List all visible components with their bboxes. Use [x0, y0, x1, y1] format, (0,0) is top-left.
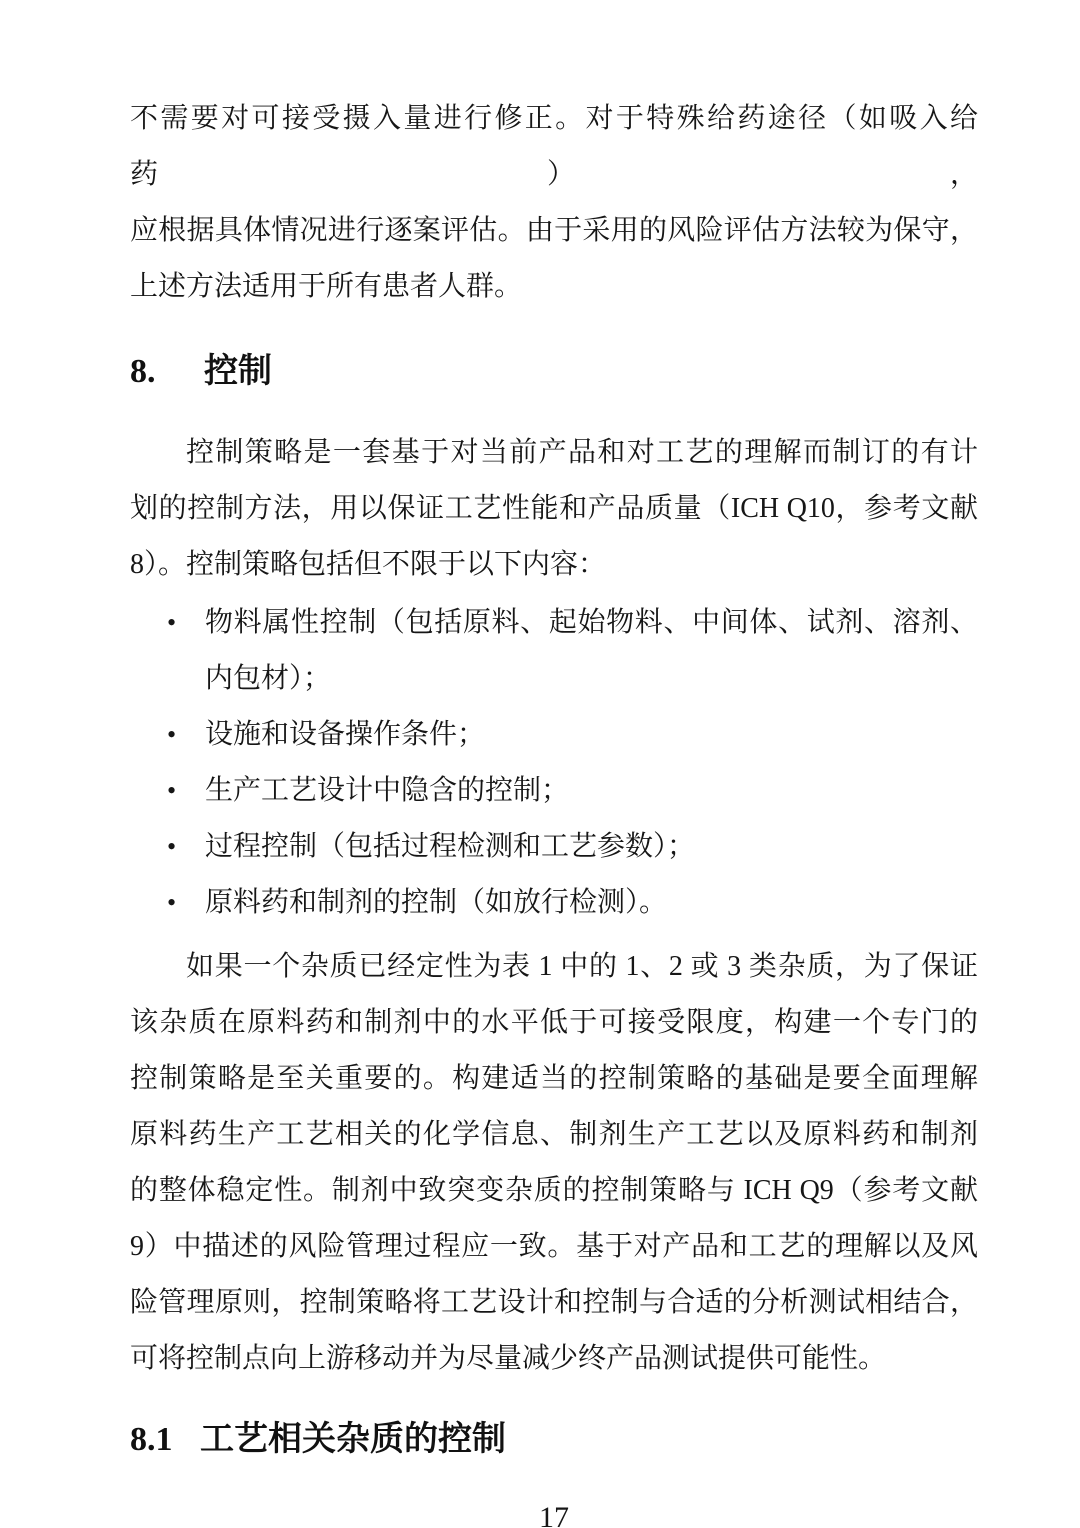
bullet-icon	[167, 707, 176, 763]
paragraph-line: 8）。控制策略包括但不限于以下内容：	[130, 549, 607, 580]
bullet-line: 内包材）；	[205, 663, 332, 694]
page-number: 17	[539, 1501, 569, 1528]
bullet-icon	[167, 763, 176, 819]
paragraph-line: 应根据具体情况进行逐案评估。由于采用的风险评估方法较为保守，	[130, 215, 978, 246]
bullet-line: 物料属性控制（包括原料、起始物料、中间体、试剂、溶剂、	[205, 607, 978, 638]
control-strategy-bullet-list	[130, 595, 978, 931]
page-content	[0, 91, 1080, 1528]
bullet-line: 设施和设备操作条件；	[205, 719, 486, 750]
paragraph-line: 原料药生产工艺相关的化学信息、制剂生产工艺以及原料药和制剂	[130, 1119, 978, 1150]
section-heading-8	[130, 349, 978, 395]
paragraph-line: 险管理原则，控制策略将工艺设计和控制与合适的分析测试相结合，	[130, 1287, 978, 1318]
impurity-control-paragraph	[130, 939, 978, 1387]
bullet-icon	[167, 595, 176, 651]
paragraph-line: 上述方法适用于所有患者人群。	[130, 271, 523, 302]
bullet-line: 过程控制（包括过程检测和工艺参数）；	[205, 831, 696, 862]
bullet-icon	[167, 875, 176, 931]
paragraph-line: 划的控制方法，用以保证工艺性能和产品质量（ICH Q10，参考文献	[130, 493, 978, 524]
paragraph-line: 如果一个杂质已经定性为表 1 中的 1、2 或 3 类杂质，为了保证	[186, 951, 978, 982]
list-item	[130, 707, 978, 763]
paragraph-line: 控制策略是至关重要的。构建适当的控制策略的基础是要全面理解	[130, 1063, 978, 1094]
paragraph-line: 不需要对可接受摄入量进行修正。对于特殊给药途径（如吸入给药），	[130, 103, 978, 190]
section-title: 控制	[204, 353, 272, 390]
section-number: 8.	[130, 353, 156, 390]
bullet-line: 生产工艺设计中隐含的控制；	[205, 775, 570, 806]
paragraph-line: 的整体稳定性。制剂中致突变杂质的控制策略与 ICH Q9（参考文献	[130, 1175, 978, 1206]
list-item	[130, 595, 978, 707]
paragraph-line: 控制策略是一套基于对当前产品和对工艺的理解而制订的有计	[186, 437, 978, 468]
list-item	[130, 875, 978, 931]
bullet-line: 原料药和制剂的控制（如放行检测）。	[205, 887, 668, 918]
list-item	[130, 819, 978, 875]
section-number: 8.1	[130, 1421, 173, 1458]
section-title: 工艺相关杂质的控制	[200, 1421, 506, 1458]
list-item	[130, 763, 978, 819]
bullet-icon	[167, 819, 176, 875]
intro-paragraph	[130, 91, 978, 315]
section-heading-8-1	[130, 1417, 978, 1463]
paragraph-line: 9）中描述的风险管理过程应一致。基于对产品和工艺的理解以及风	[130, 1231, 978, 1262]
control-strategy-paragraph	[130, 425, 978, 593]
paragraph-line: 可将控制点向上游移动并为尽量减少终产品测试提供可能性。	[130, 1343, 887, 1374]
paragraph-line: 该杂质在原料药和制剂中的水平低于可接受限度，构建一个专门的	[130, 1007, 978, 1038]
